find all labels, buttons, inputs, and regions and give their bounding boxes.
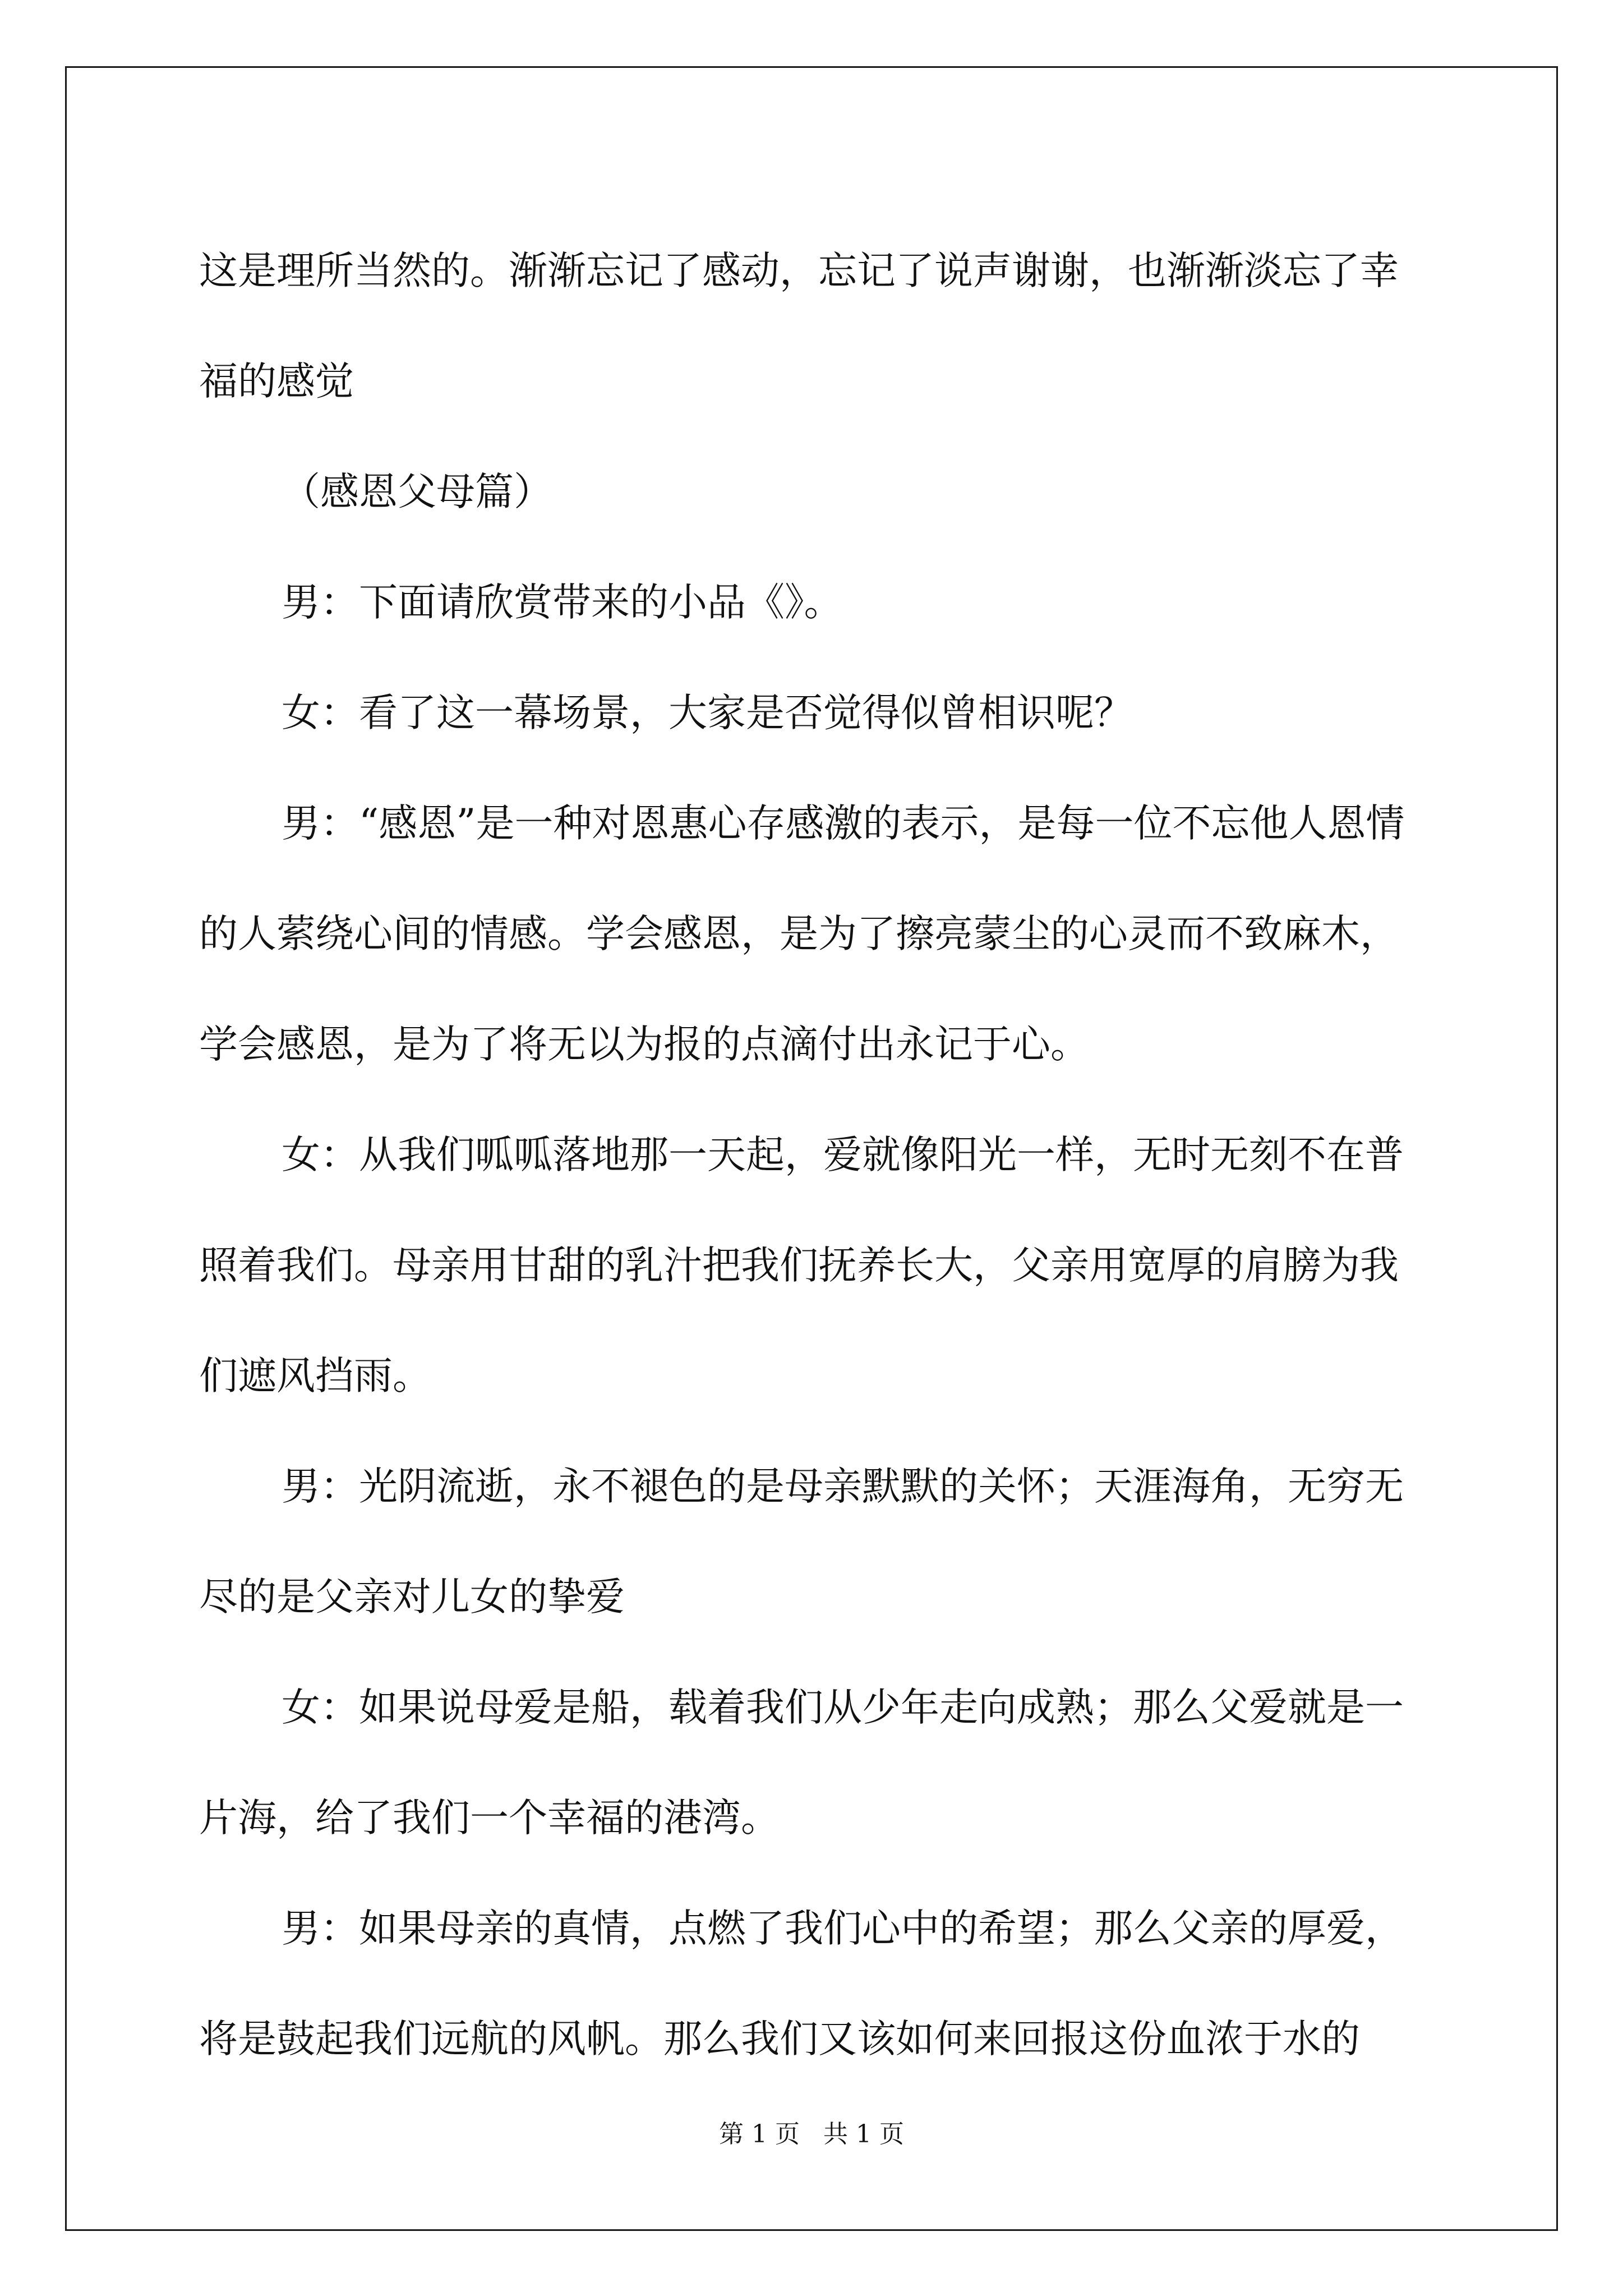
paragraph-section-heading: （感恩父母篇） bbox=[282, 470, 552, 514]
page-number-footer: 第 1 页 共 1 页 bbox=[719, 2120, 904, 2148]
paragraph-7: 男：光阴流逝，永不褪色的是母亲默默的关怀；天涯海角，无穷无尽的是父亲对儿女的挚爱 bbox=[199, 1464, 1404, 1619]
paragraph-3: 男：下面请欣赏带来的小品《》。 bbox=[282, 580, 843, 625]
paragraph-1: 这是理所当然的。渐渐忘记了感动，忘记了说声谢谢，也渐渐淡忘了幸福的感觉 bbox=[199, 249, 1399, 404]
paragraph-5: 男：“感恩”是一种对恩惠心存感激的表示，是每一位不忘他人恩情的人萦绕心间的情感。学会感恩，是为了擦亮蒙尘的心灵而不致麻木，学会感恩，是为了将无以为报的点滴付出永记于心。 bbox=[199, 801, 1405, 1067]
paragraph-9: 男：如果母亲的真情，点燃了我们心中的希望；那么父亲的厚爱，将是鼓起我们远航的风帆。那么我们又该如何来回报这份血浓于水的 bbox=[199, 1906, 1404, 2062]
paragraph-4: 女：看了这一幕场景，大家是否觉得似曾相识呢？ bbox=[282, 691, 1133, 735]
paragraph-8: 女：如果说母爱是船，载着我们从少年走向成熟；那么父爱就是一片海，给了我们一个幸福的港湾。 bbox=[199, 1685, 1404, 1841]
paragraph-6: 女：从我们呱呱落地那一天起，爱就像阳光一样，无时无刻不在普照着我们。母亲用甘甜的乳汁把我们抚养长大，父亲用宽厚的肩膀为我们遮风挡雨。 bbox=[199, 1133, 1404, 1398]
document-body bbox=[199, 216, 1433, 2095]
